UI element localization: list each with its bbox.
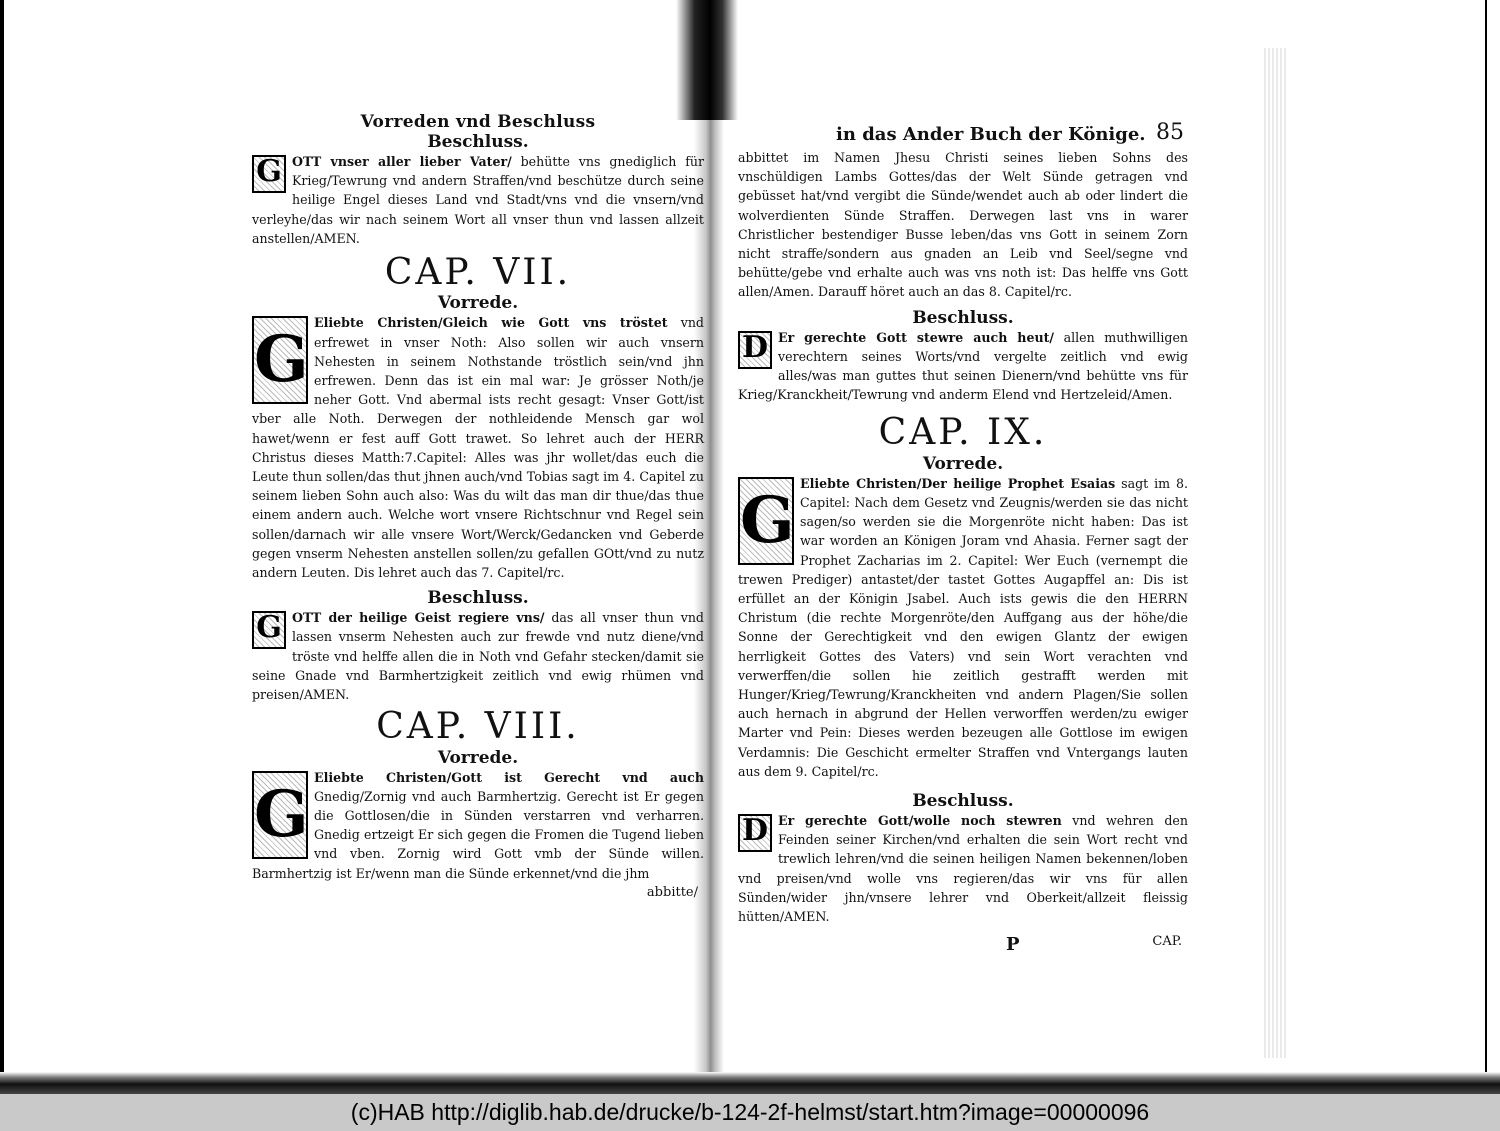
section-title: Vorrede. (922, 453, 1004, 474)
decorated-initial: D (738, 331, 772, 369)
left-page (252, 112, 704, 907)
paragraph-lead: Er gerechte Gott/wolle noch stewren (778, 813, 1062, 829)
paragraph-lead: Eliebte Christen/Gleich wie Gott vns tröstet (314, 315, 668, 331)
decorated-initial: G (252, 611, 286, 649)
right-page (738, 118, 1188, 956)
decorated-initial: G (252, 316, 308, 404)
chapter-section (252, 252, 704, 582)
paragraph-text: sagt im 8. Capitel: Nach dem Gesetz vnd Zeugnis/werden sie das nicht sagen/so werden sie die Morgenröte nicht haben: Das ist war worden an Königen Joram vnd Ahasia. Ferner sagt der Prophet Zacharias im 2. Capitel: Wer Euch (vernempt die trewen Prediger) antastet/der tastet Gottes Augapffel an: Dis ist erfüllet an der Königin Jsabel. Auch ists gewis die den HERRN Christum (die rechte Morgenröte/den Auffgang aus der höhe/die Sonne der Gerechtigkeit vnd den ewigen Glantz der ewigen herrligkeit Gottes des Vaters) vnd sein Wort verachten vnd verwerffen/die sollen hie zeitlich gestrafft werden mit Hunger/Krieg/Tewrung/Kranckheiten vnd andern Plagen/Sie sollen auch hernach in abgrund der Hellen verworffen werden/zu ewiger Marter vnd Pein: Dieses werden bezeugen alle Gottlose im ewigen Verdamnis: Die Geschicht ermelter Straffen vnd Vntergangs lauten aus dem 9. Capitel/rc. (738, 475, 1188, 779)
beschluss-section (252, 132, 704, 248)
catchword: abbitte/ (646, 884, 698, 900)
scan-bottom-edge (0, 1072, 1500, 1094)
running-head: in das Ander Buch der Könige. (836, 124, 1146, 145)
page-number: 85 (1156, 120, 1184, 145)
chapter-heading: CAP. VIII. (376, 706, 580, 748)
chapter-section (738, 412, 1188, 781)
catchword-row (252, 883, 704, 907)
paragraph-lead: Eliebte Christen/Gott ist Gerecht vnd auch (314, 769, 704, 785)
beschluss-section (252, 588, 704, 704)
paragraph-text: vnd wehren den Feinden seiner Kirchen/vnd erhalten die sein Wort recht vnd trewlich lehren/vnd die seinen heiligen Namen bekennen/loben vnd preisen/vnd wolle vns regieren/das wir vns für allen Sünden/wider jhn/vnsere lehrer vnd Oberkeit/allzeit fleissig hütten/AMEN. (738, 813, 1188, 925)
paragraph (252, 768, 704, 883)
chapter-heading: CAP. IX. (878, 412, 1048, 454)
decorated-initial: G (738, 477, 794, 565)
decorated-initial: G (252, 155, 286, 193)
decorated-initial: G (252, 771, 308, 859)
source-footer: (c)HAB http://diglib.hab.de/drucke/b-124-2f-helmst/start.htm?image=00000096 (0, 1094, 1500, 1131)
catchword: CAP. (1152, 934, 1182, 950)
running-head: Vorreden vnd Beschluss (360, 112, 596, 132)
paragraph-lead: Eliebte Christen/Der heilige Prophet Esaias (800, 475, 1116, 491)
paragraph (252, 152, 704, 248)
section-title: Beschluss. (912, 307, 1014, 328)
paragraph-text: das all vnser thun vnd lassen vnserm Nehesten auch zur frewde vnd nutz diene/vnd tröste vnd helffe allen die in Noth vnd Gefahr stecken/damit sie seine Gnade vnd Barmhertzigkeit zeitlich vnd ewig rhümen vnd preisen/AMEN. (252, 610, 704, 703)
paragraph (738, 811, 1188, 926)
paragraph-text: vnd erfrewet in vnser Noth: Also sollen wir auch vnsern Nehesten in seinem Nothstande tröstlich sein/vnd jhn erfrewen. Denn das ist ein mal war: Je grösser Noth/je neher Gott. Vnd abermal ists recht gesagt: Vnser Gott/ist vber alle Noth. Derwegen der nothleidende Mensch gar wol hawet/wenn er fest auff Gott trawet. So lehret auch der HERR Christus dieses Matth:7.Capitel: Alles was jhr wollet/das euch die Leute thun sollen/das thut jhnen auch/vnd Tobias sagt im 4. Capitel zu seinem lieben Sohn auch also: Was du wilt das man dir thue/das thue einem andern auch. Welche wort vnsere Richtschnur vnd Regel sein sollen/darnach wir alle vnsere Wort/Werck/Gedancken vnd Geberde gegen vnserm Nehesten anstellen sollen/zu gefallen GOtt/vnd zu nutz andern Leuten. Dis lehret auch das 7. Capitel/rc. (252, 315, 704, 581)
chapter-section (252, 706, 704, 907)
catchword-row (738, 932, 1188, 956)
section-title: Beschluss. (427, 588, 529, 609)
section-title: Beschluss. (912, 791, 1014, 812)
beschluss-section (738, 308, 1188, 405)
page-stack-edge (1262, 48, 1286, 1058)
beschluss-section (738, 791, 1188, 926)
scan-right-edge (1485, 0, 1500, 1090)
paragraph-text: Gnedig/Zornig vnd auch Barmhertzig. Gerecht ist Er gegen die Gottlosen/die in Sünden verstarren vnd verharren. Gnedig ertzeigt Er sich gegen die Fromen die Tugend lieben vnd vben. Zornig wird Gott vmb der Sünde willen. Barmhertzig ist Er/wenn man die Sünde erkennet/vnd die jhm (252, 788, 704, 881)
decorated-initial: D (738, 814, 772, 852)
paragraph (738, 328, 1188, 405)
running-head-row (738, 118, 1188, 148)
binding-shadow (676, 0, 738, 120)
section-title: Vorrede. (437, 293, 519, 314)
paragraph (252, 608, 704, 704)
signature-mark: P (1006, 934, 1020, 956)
paragraph-text: behütte vns gnediglich für Krieg/Tewrung vnd andern Straffen/vnd beschütze durch seine heilige Engel dieses Land vnd Stadt/vns vnd die vnsern/vnd verleyhe/das wir nach seinem Wort all vnser thun vnd lassen allzeit anstellen/AMEN. (252, 154, 704, 246)
paragraph-text: allen muthwilligen verechtern seines Worts/vnd vergelte zeitlich vnd ewig alles/was man guttes thut seinen Dienern/vnd behütte vns für Krieg/Kranckheit/Tewrung vnd anderm Elend vnd Hertzeleid/Amen. (738, 329, 1189, 403)
paragraph (252, 313, 704, 582)
section-title: Beschluss. (427, 132, 529, 152)
scan-left-edge (0, 0, 4, 1090)
paragraph: abbittet im Namen Jhesu Christi seines lieben Sohns des vnschüldigen Lambs Gottes/das der Welt Sünde getragen vnd gebüsset hat/vnd vergibt die Sünde/wendet auch ab oder lindert die wolverdienten Sünde Straffen. Derwegen last vns in warer Christlicher bestendiger Busse leben/das vns Gott in seinem Zorn nicht straffe/sondern aus gnaden an Leib vnd Seel/segne vnd behütte/gebe vnd erhalte auch was vns noth ist: Das helffe vns Gott allen/Amen. Darauff höret auch an das 8. Capitel/rc. (738, 150, 1188, 300)
paragraph-lead: OTT der heilige Geist regiere vns/ (292, 610, 545, 626)
paragraph-lead: OTT vnser aller lieber Vater/ (292, 154, 512, 169)
section-title: Vorrede. (437, 747, 519, 768)
paragraph-lead: Er gerechte Gott stewre auch heut/ (778, 329, 1055, 345)
paragraph (738, 474, 1188, 781)
chapter-heading: CAP. VII. (384, 252, 572, 294)
